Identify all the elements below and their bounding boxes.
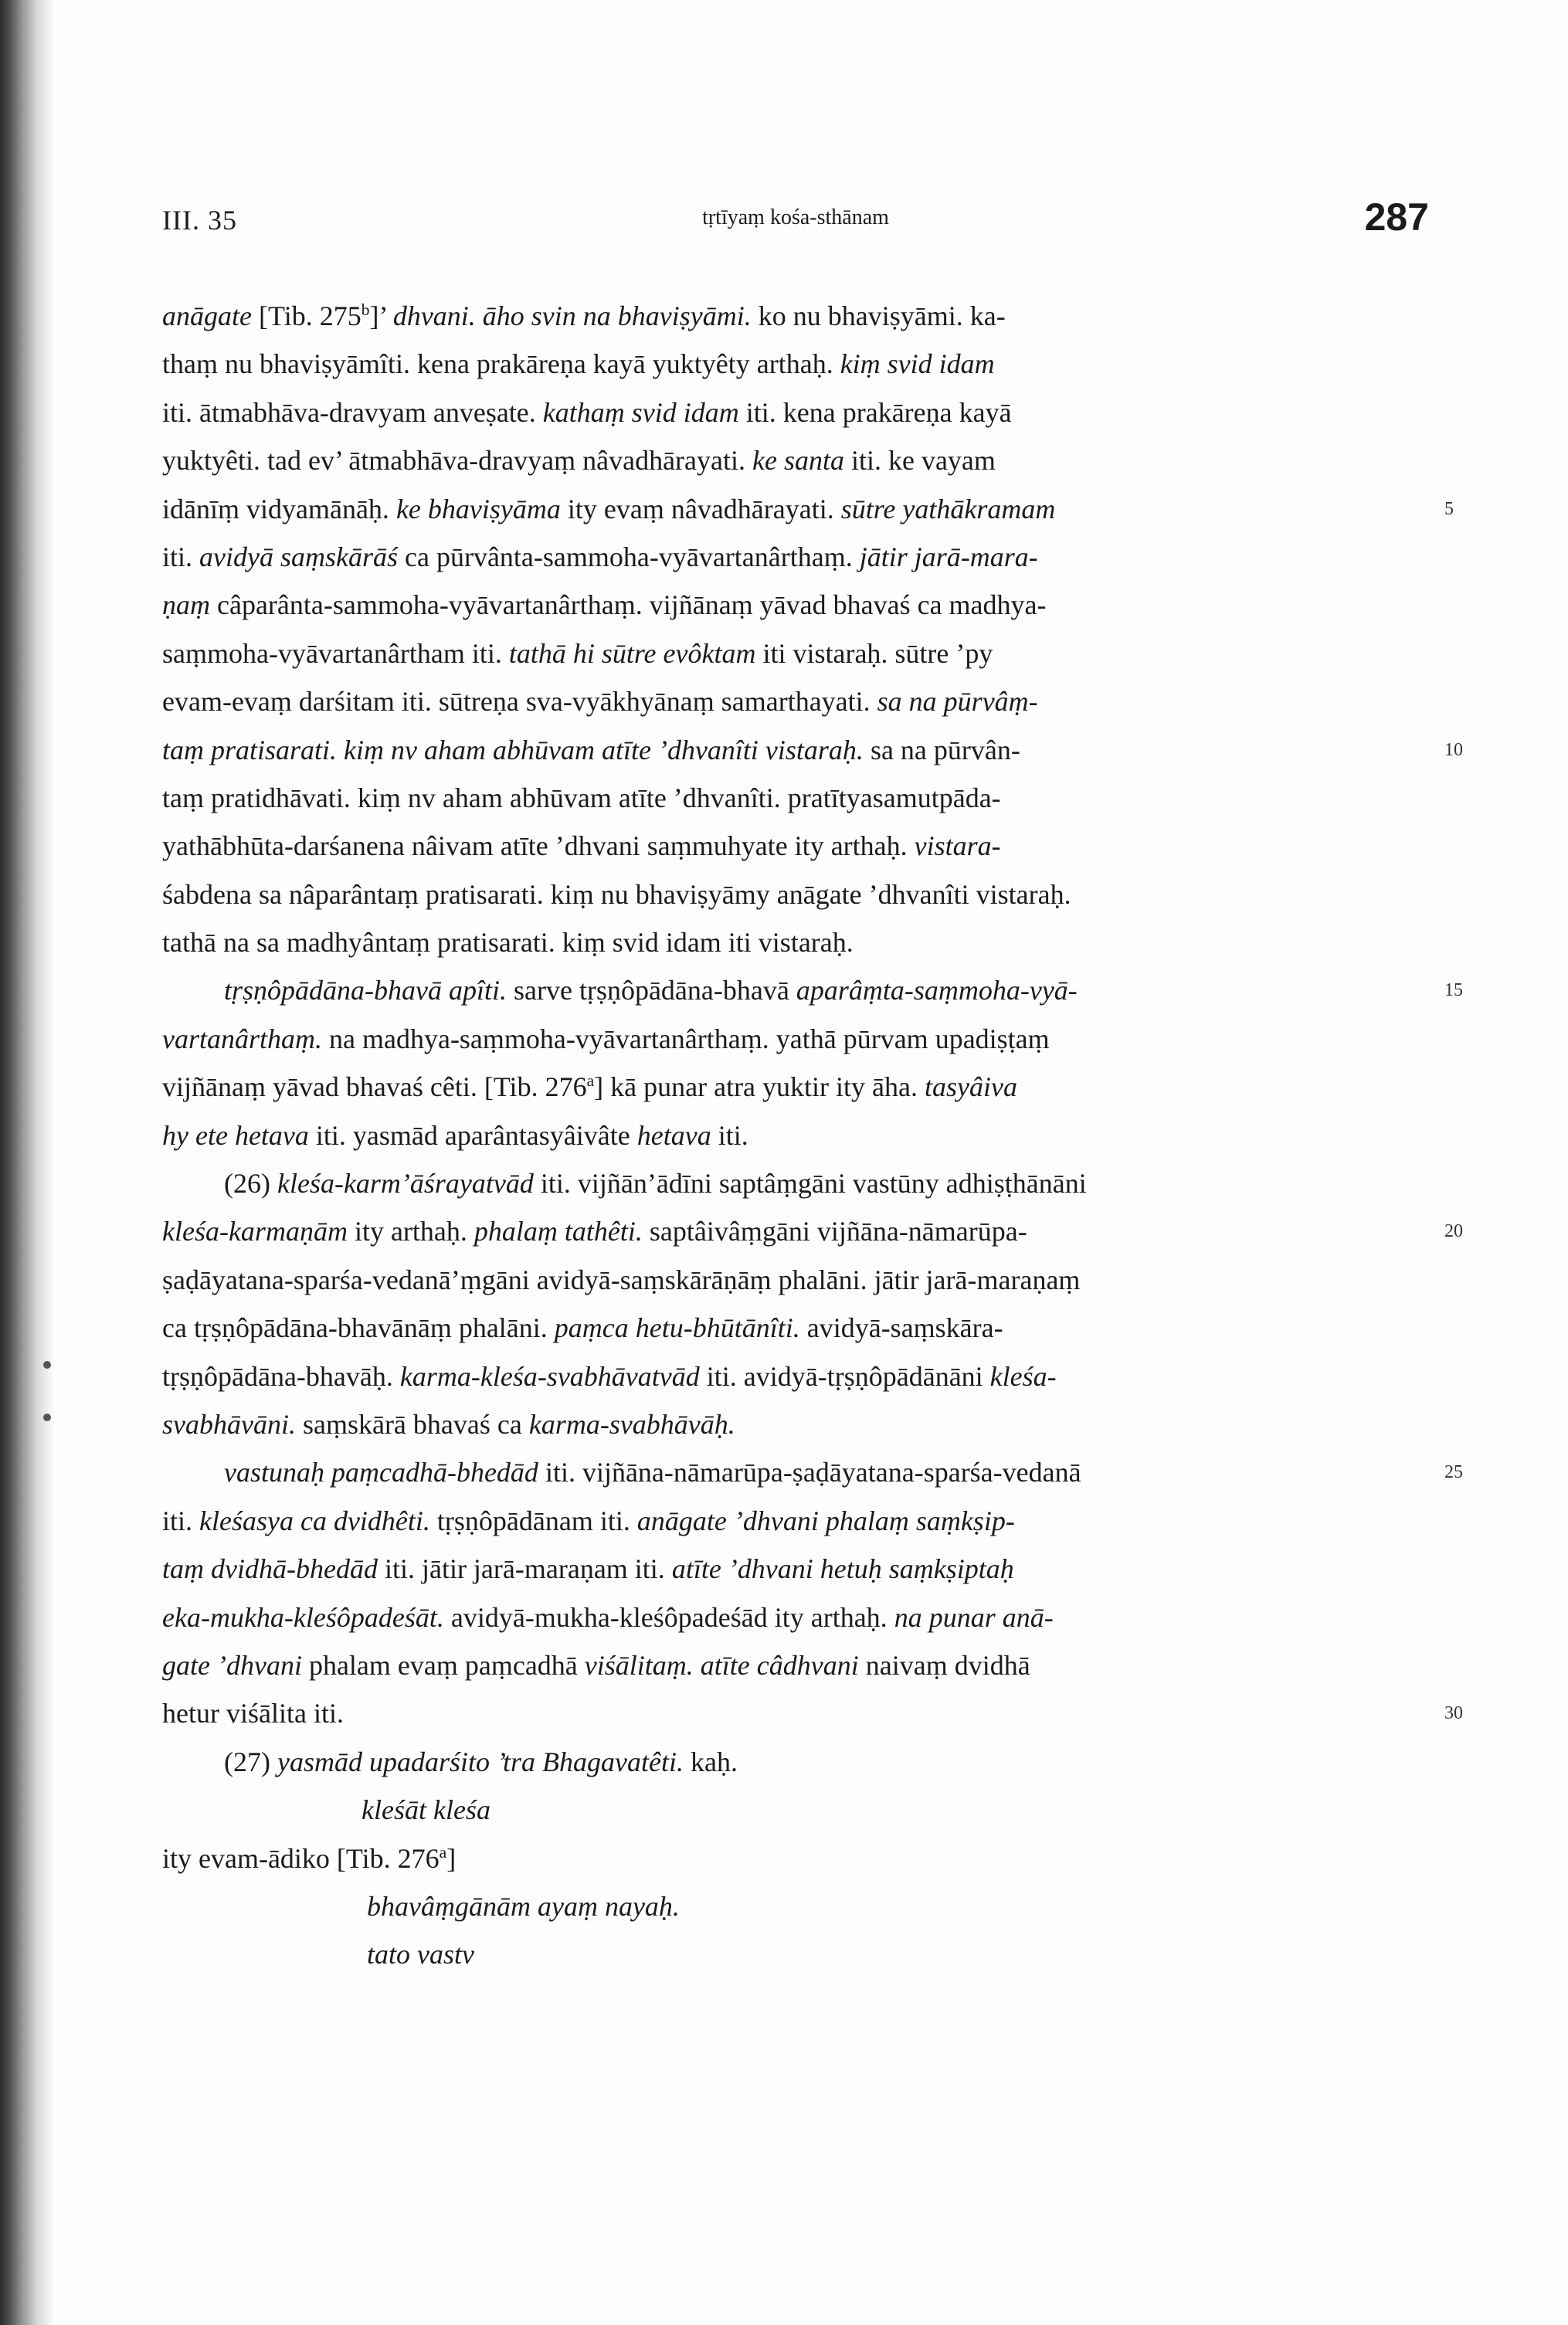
text-span: evam-evaṃ darśitam iti. sūtreṇa sva-vyākhyānaṃ samarthayati. (162, 686, 877, 718)
text-span: iti vistaraḥ. sūtre ’py (755, 637, 993, 669)
italic-span: anāgate (162, 300, 252, 331)
italic-span: anāgate ’dhvani phalaṃ saṃkṣip- (636, 1505, 1015, 1536)
text-span: iti. ke vayam (843, 445, 996, 477)
text-line (162, 1256, 1429, 1304)
text-line (162, 485, 1454, 533)
text-line (162, 1159, 1429, 1207)
text-span: ity evam-ādiko [Tib. 276 (162, 1842, 440, 1874)
verse-line (162, 1882, 1429, 1930)
italic-span: karma-kleśa-svabhāvatvād (399, 1360, 700, 1392)
text-line (162, 1497, 1429, 1545)
text-span: vijñānaṃ yāvad bhavaś cêti. [Tib. 276 (162, 1071, 587, 1103)
scan-speck (43, 1414, 51, 1421)
italic-span: hy ete hetava (162, 1119, 309, 1151)
text-line (162, 1448, 1463, 1496)
text-span: saṃmoha-vyāvartanârtham iti. (162, 637, 509, 669)
italic-span: viśālitaṃ. atīte câdhvani (584, 1649, 859, 1681)
line-number: 5 (1444, 498, 1454, 519)
text-line (162, 1641, 1429, 1689)
italic-span: vartanârthaṃ. (162, 1023, 322, 1054)
text-line (162, 581, 1429, 629)
text-line (162, 726, 1463, 774)
line-number: 20 (1444, 1221, 1463, 1242)
line-number: 10 (1444, 739, 1463, 760)
running-title: tṛtīyaṃ kośa-sthānam (702, 205, 889, 229)
text-span: ca pūrvânta-sammoha-vyāvartanârthaṃ. (398, 541, 860, 572)
italic-span: phalaṃ tathêti. (473, 1216, 643, 1247)
text-span: iti. vijñāna-nāmarūpa-ṣaḍāyatana-sparśa-vedanā (538, 1457, 1081, 1488)
text-span: idānīṃ vidyamānāḥ. (162, 493, 396, 524)
text-line (162, 1112, 1429, 1159)
italic-span: dhvani. āho svin na bhaviṣyāmi. (392, 300, 752, 331)
italic-span: svabhāvāni. (162, 1408, 296, 1440)
italic-span: kleśasya ca dvidhêti. (199, 1505, 430, 1536)
text-line (162, 533, 1429, 581)
italic-span: tathā hi sūtre evôktam (508, 637, 756, 669)
page-number: 287 (1364, 195, 1429, 239)
text-span: ko nu bhaviṣyāmi. ka- (751, 300, 1006, 331)
italic-span: kathaṃ svid idam (542, 396, 739, 428)
text-span: ] kā punar atra yuktir ity āha. (594, 1071, 925, 1103)
text-span: ity arthaḥ. (347, 1216, 474, 1247)
text-line (162, 966, 1463, 1014)
text-span: naivaṃ dvidhā (858, 1649, 1030, 1681)
superscript: a (439, 1842, 447, 1862)
text-span: phalam evaṃ paṃcadhā (301, 1649, 585, 1681)
line-number: 15 (1444, 980, 1463, 1001)
italic-span: kleśa- (989, 1360, 1057, 1392)
text-line (162, 918, 1429, 966)
italic-span: sūtre yathākramam (840, 493, 1056, 524)
italic-span: kiṃ svid idam (840, 348, 995, 380)
text-span: yathābhūta-darśanena nâivam atīte ’dhvani saṃmuhyate ity arthaḥ. (162, 830, 915, 862)
text-span: iti. avidyā-tṛṣṇôpādānāni (699, 1360, 990, 1392)
superscript: b (361, 300, 370, 319)
text-line (162, 1689, 1463, 1737)
text-line (162, 774, 1429, 822)
text-line (162, 677, 1429, 725)
text-span: taṃ pratidhāvati. kiṃ nv aham abhūvam atīte ’dhvanîti. pratītyasamutpāda- (162, 782, 1001, 813)
text-span: avidyā-mukha-kleśôpadeśād ity arthaḥ. (443, 1601, 894, 1633)
italic-span: vastunaḥ paṃcadhā-bhedād (224, 1457, 538, 1488)
italic-span: aparâṃta-saṃmoha-vyā- (796, 975, 1078, 1006)
text-span: (27) (224, 1746, 277, 1777)
verse-line (162, 1930, 1429, 1978)
text-line (162, 1063, 1429, 1111)
text-span: saptâivâṃgāni vijñāna-nāmarūpa- (642, 1216, 1027, 1247)
text-span: (26) (224, 1168, 277, 1200)
text-line (162, 1207, 1463, 1255)
italic-span: taṃ pratisarati. kiṃ nv aham abhūvam atīte ’dhvanîti vistaraḥ. (162, 734, 864, 765)
italic-span: tato vastv (367, 1939, 474, 1970)
italic-span: hetava (636, 1119, 711, 1151)
text-line (162, 630, 1429, 677)
italic-span: vistara- (914, 830, 1001, 862)
body-text (162, 292, 1463, 1979)
italic-span: atīte ’dhvani hetuḥ saṃkṣiptaḥ (671, 1553, 1014, 1585)
text-line (162, 1738, 1429, 1786)
italic-span: karma-svabhāvāḥ. (528, 1408, 735, 1440)
text-span: thaṃ nu bhaviṣyāmîti. kena prakāreṇa kayā yuktyêty arthaḥ. (162, 348, 840, 380)
text-span: iti. (162, 1505, 200, 1536)
text-span: ity evaṃ nâvadhārayati. (560, 493, 841, 524)
italic-span: na punar anā- (894, 1601, 1054, 1633)
text-line (162, 292, 1429, 340)
text-span: iti. ātmabhāva-dravyam anveṣate. (162, 396, 543, 428)
text-span: yuktyêti. tad ev’ ātmabhāva-dravyaṃ nâvadhārayati. (162, 445, 752, 477)
line-number: 30 (1444, 1703, 1463, 1724)
text-span: tṛṣṇôpādānam iti. (429, 1505, 637, 1536)
italic-span: ke bhaviṣyāma (395, 493, 561, 524)
text-span: avidyā-saṃskāra- (799, 1312, 1003, 1344)
text-span: iti. vijñān’ādīni saptâṃgāni vastūny adhiṣṭhānāni (533, 1168, 1087, 1200)
text-line (162, 1400, 1429, 1448)
text-span: iti. jātir jarā-maraṇam iti. (377, 1553, 672, 1585)
text-span: [Tib. 275 (251, 300, 361, 331)
text-span: kaḥ. (683, 1746, 738, 1777)
text-line (162, 822, 1429, 870)
text-line (162, 436, 1429, 484)
text-span: iti. yasmād aparântasyâivâte (308, 1119, 637, 1151)
section-reference: III. 35 (162, 205, 237, 236)
superscript: a (586, 1071, 595, 1091)
italic-span: paṃca hetu-bhūtānîti. (554, 1312, 800, 1344)
italic-span: jātir jarā-mara- (859, 541, 1038, 572)
italic-span: bhavâṃgānām ayaṃ nayaḥ. (367, 1890, 680, 1922)
italic-span: avidyā saṃskārāś (199, 541, 398, 572)
italic-span: yasmād upadarśito ’tra Bhagavatêti. (277, 1746, 684, 1777)
text-span: hetur viśālita iti. (162, 1698, 344, 1729)
italic-span: tṛṣṇôpādāna-bhavā apîti. (224, 975, 507, 1006)
text-span: sarve tṛṣṇôpādāna-bhavā (507, 975, 796, 1006)
text-span: ]’ (369, 300, 393, 331)
book-spine-shadow (0, 0, 54, 2325)
text-line (162, 1304, 1429, 1352)
italic-span: eka-mukha-kleśôpadeśāt. (162, 1601, 444, 1633)
verse-line (162, 1786, 1429, 1834)
text-span: ] (446, 1842, 456, 1874)
text-span: câparânta-sammoha-vyāvartanârthaṃ. vijñānaṃ yāvad bhavaś ca madhya- (210, 589, 1047, 621)
text-span: na madhya-saṃmoha-vyāvartanârthaṃ. yathā pūrvam upadiṣṭaṃ (322, 1023, 1050, 1054)
italic-span: gate ’dhvani (162, 1649, 302, 1681)
text-line (162, 871, 1429, 918)
text-span: iti. (711, 1119, 748, 1151)
italic-span: kleśa-karm’āśrayatvād (277, 1168, 534, 1200)
italic-span: tasyâiva (925, 1071, 1017, 1103)
text-line (162, 1015, 1429, 1063)
text-span: ca tṛṣṇôpādāna-bhavānāṃ phalāni. (162, 1312, 555, 1344)
italic-span: kleśa-karmaṇām (162, 1216, 348, 1247)
italic-span: taṃ dvidhā-bhedād (162, 1553, 378, 1585)
text-line (162, 340, 1429, 388)
italic-span: ke santa (752, 445, 844, 477)
italic-span: ṇaṃ (162, 589, 210, 621)
text-span: tathā na sa madhyântaṃ pratisarati. kiṃ svid idam iti vistaraḥ. (162, 927, 854, 959)
text-line (162, 1835, 1429, 1882)
text-span: śabdena sa nâparântaṃ pratisarati. kiṃ nu bhaviṣyāmy anāgate ’dhvanîti vistaraḥ. (162, 878, 1071, 910)
text-line (162, 1353, 1429, 1400)
text-line (162, 389, 1429, 436)
text-span: saṃskārā bhavaś ca (295, 1408, 529, 1440)
text-line (162, 1545, 1429, 1593)
italic-span: sa na pūrvâṃ- (877, 686, 1038, 718)
line-number: 25 (1444, 1462, 1463, 1483)
text-span: tṛṣṇôpādāna-bhavāḥ. (162, 1360, 400, 1392)
text-span: iti. kena prakāreṇa kayā (738, 396, 1012, 428)
text-span: sa na pūrvân- (863, 734, 1020, 765)
scan-speck (43, 1361, 51, 1369)
text-span: iti. (162, 541, 200, 572)
italic-span: kleśāt kleśa (361, 1794, 490, 1826)
text-span: ṣaḍāyatana-sparśa-vedanā’ṃgāni avidyā-saṃskārāṇāṃ phalāni. jātir jarā-maraṇaṃ (162, 1264, 1081, 1295)
text-line (162, 1594, 1429, 1641)
running-header (162, 195, 1429, 256)
